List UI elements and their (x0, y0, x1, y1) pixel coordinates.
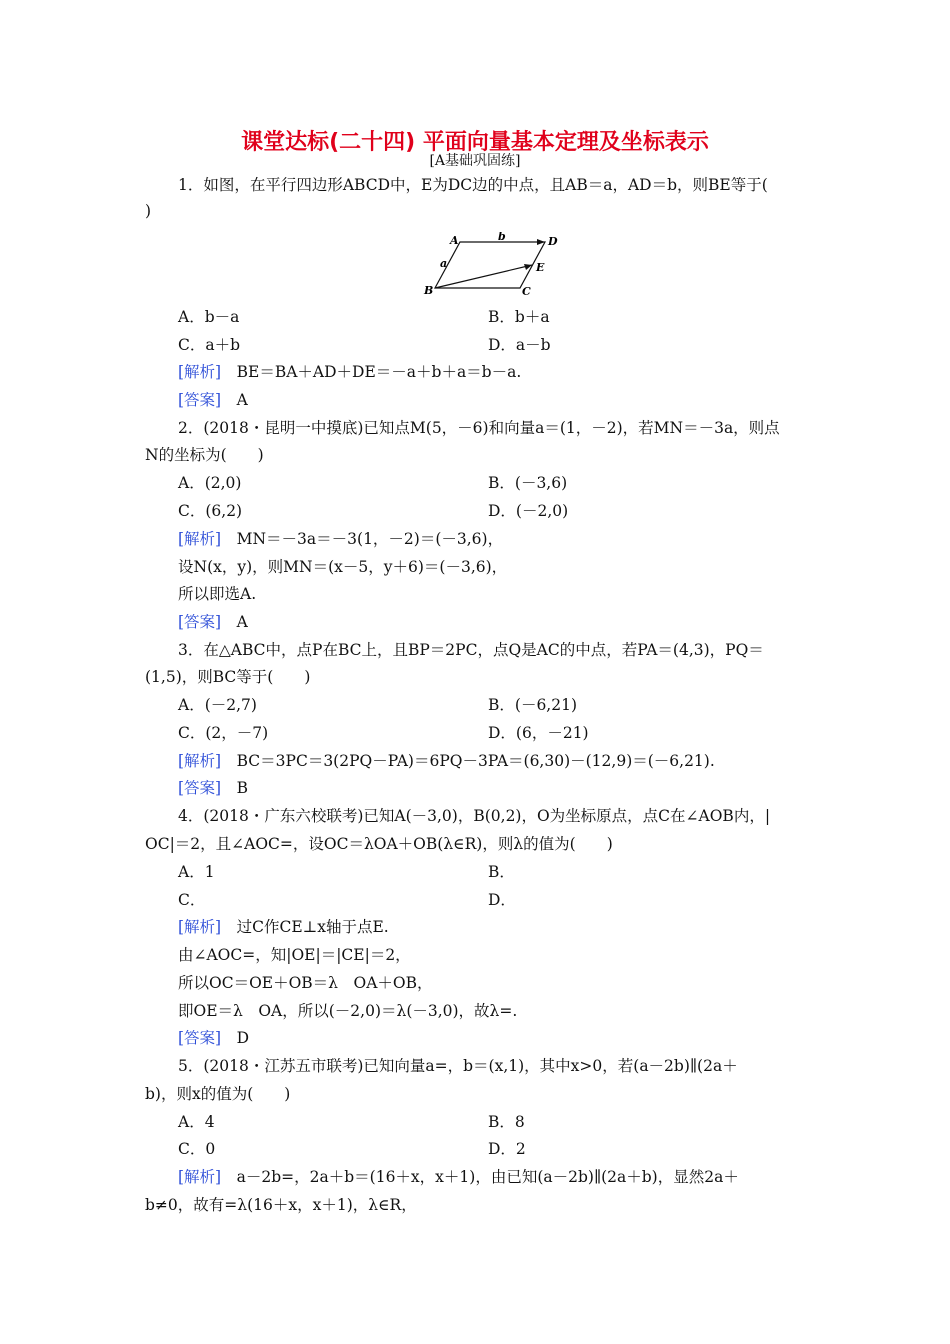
q3-option-b: B．(－6,21) (488, 696, 577, 714)
q4-option-a: A．1 (178, 863, 215, 881)
q3-answer (178, 778, 248, 798)
q2-analysis-line2: 设N(x，y)，则MN＝(x－5，y＋6)＝(－3,6)， (178, 558, 508, 576)
q3-option-a: A．(－2,7) (178, 696, 257, 714)
q4-analysis-text: 过C作CE⊥x轴于点E. (236, 918, 389, 936)
q5-option-a: A．4 (178, 1113, 215, 1131)
q5-analysis-text: a－2b=，2a＋b＝(16＋x，x＋1)，由已知(a－2b)∥(2a＋b)，显然2a＋ (236, 1168, 739, 1186)
q3-option-d: D．(6，－21) (488, 724, 589, 742)
label-vector-a: a (440, 257, 448, 270)
q1-answer (178, 390, 248, 410)
q4-answer (178, 1028, 249, 1048)
segment-be (435, 265, 532, 288)
q4-stem: 4．(2018・广东六校联考)已知A(－3,0)，B(0,2)，O为坐标原点，点C在∠AOB内，| (178, 807, 771, 825)
q2-analysis-line3: 所以即选A. (178, 585, 257, 603)
analysis-tag: [解析] (178, 1168, 222, 1186)
q4-stem-cont: OC|＝2，且∠AOC=，设OC＝λOA＋OB(λ∈R)，则λ的值为( ) (145, 835, 613, 853)
analysis-tag: [解析] (178, 752, 222, 770)
q3-option-c: C．(2，－7) (178, 724, 269, 742)
q1-option-a: A．b－a (178, 308, 240, 326)
q4-answer-text: D (236, 1029, 250, 1047)
q4-option-d: D． (488, 891, 516, 909)
analysis-tag: [解析] (178, 530, 222, 548)
q2-analysis-text: MN＝－3a＝－3(1，－2)＝(－3,6)， (236, 530, 504, 548)
label-c-point: C (522, 285, 531, 298)
q3-analysis-text: BC＝3PC＝3(2PQ－PA)＝6PQ－3PA＝(6,30)－(12,9)＝(－6,21). (236, 752, 715, 770)
q1-option-b: B．b＋a (488, 308, 550, 326)
q3-stem: 3．在△ABC中，点P在BC上，且BP＝2PC，点Q是AC的中点，若PA＝(4,3)，PQ＝ (178, 641, 764, 659)
label-d-point: D (548, 235, 558, 248)
q5-stem-cont: b)，则x的值为( ) (145, 1085, 291, 1103)
q4-analysis-line4: 即OE＝λ OA，所以(－2,0)＝λ(－3,0)，故λ=. (178, 1002, 518, 1020)
label-vector-b: b (498, 232, 506, 243)
answer-tag: [答案] (178, 613, 222, 631)
answer-tag: [答案] (178, 1029, 222, 1047)
q3-analysis (178, 751, 715, 771)
q1-analysis-text: BE＝BA＋AD＋DE＝－a＋b＋a＝b－a. (236, 363, 522, 381)
q1-answer-text: A (236, 391, 248, 409)
q5-analysis-line2: b≠0，故有=λ(16＋x，x＋1)，λ∈R， (145, 1196, 417, 1214)
label-e-point: E (536, 261, 545, 274)
q5-stem: 5．(2018・江苏五市联考)已知向量a=，b＝(x,1)，其中x>0，若(a－2b)∥(2a＋ (178, 1057, 738, 1075)
q2-option-a: A．(2,0) (178, 474, 242, 492)
q2-answer-text: A (236, 613, 248, 631)
parallelogram-figure (420, 232, 570, 298)
q5-analysis (178, 1167, 739, 1187)
answer-tag: [答案] (178, 779, 222, 797)
q1-analysis (178, 362, 521, 382)
q2-answer (178, 612, 248, 632)
q1-stem: 1．如图，在平行四边形ABCD中，E为DC边的中点，且AB＝a，AD＝b，则BE等于( (178, 176, 768, 194)
answer-tag: [答案] (178, 391, 222, 409)
q4-analysis-line3: 所以OC＝OE＋OB＝λ OA＋OB， (178, 974, 433, 992)
q2-stem-cont: N的坐标为( ) (145, 446, 264, 464)
q3-answer-text: B (236, 779, 249, 797)
page-title: 课堂达标(二十四) 平面向量基本定理及坐标表示 (241, 130, 709, 155)
q5-option-d: D．2 (488, 1140, 526, 1158)
q1-option-c: C．a＋b (178, 336, 241, 354)
q2-analysis (178, 529, 503, 549)
q5-option-c: C．0 (178, 1140, 216, 1158)
q2-option-c: C．(6,2) (178, 502, 243, 520)
q4-analysis (178, 917, 389, 937)
q2-option-b: B．(－3,6) (488, 474, 568, 492)
q4-option-b: B． (488, 863, 515, 881)
q4-analysis-line2: 由∠AOC=，知|OE|＝|CE|＝2， (178, 946, 411, 964)
analysis-tag: [解析] (178, 363, 222, 381)
q2-option-d: D．(－2,0) (488, 502, 569, 520)
q3-stem-cont: (1,5)，则BC等于( ) (145, 668, 311, 686)
label-a-point: A (450, 234, 459, 247)
q5-option-b: B．8 (488, 1113, 525, 1131)
analysis-tag: [解析] (178, 918, 222, 936)
q1-stem-cont: ) (145, 202, 152, 220)
q1-option-d: D．a－b (488, 336, 551, 354)
q2-stem: 2．(2018・昆明一中摸底)已知点M(5，－6)和向量a＝(1，－2)，若MN＝－3a，则点 (178, 419, 780, 437)
section-subtitle: [A基础巩固练] (429, 153, 521, 169)
label-b-point: B (424, 284, 434, 297)
q4-option-c: C． (178, 891, 206, 909)
